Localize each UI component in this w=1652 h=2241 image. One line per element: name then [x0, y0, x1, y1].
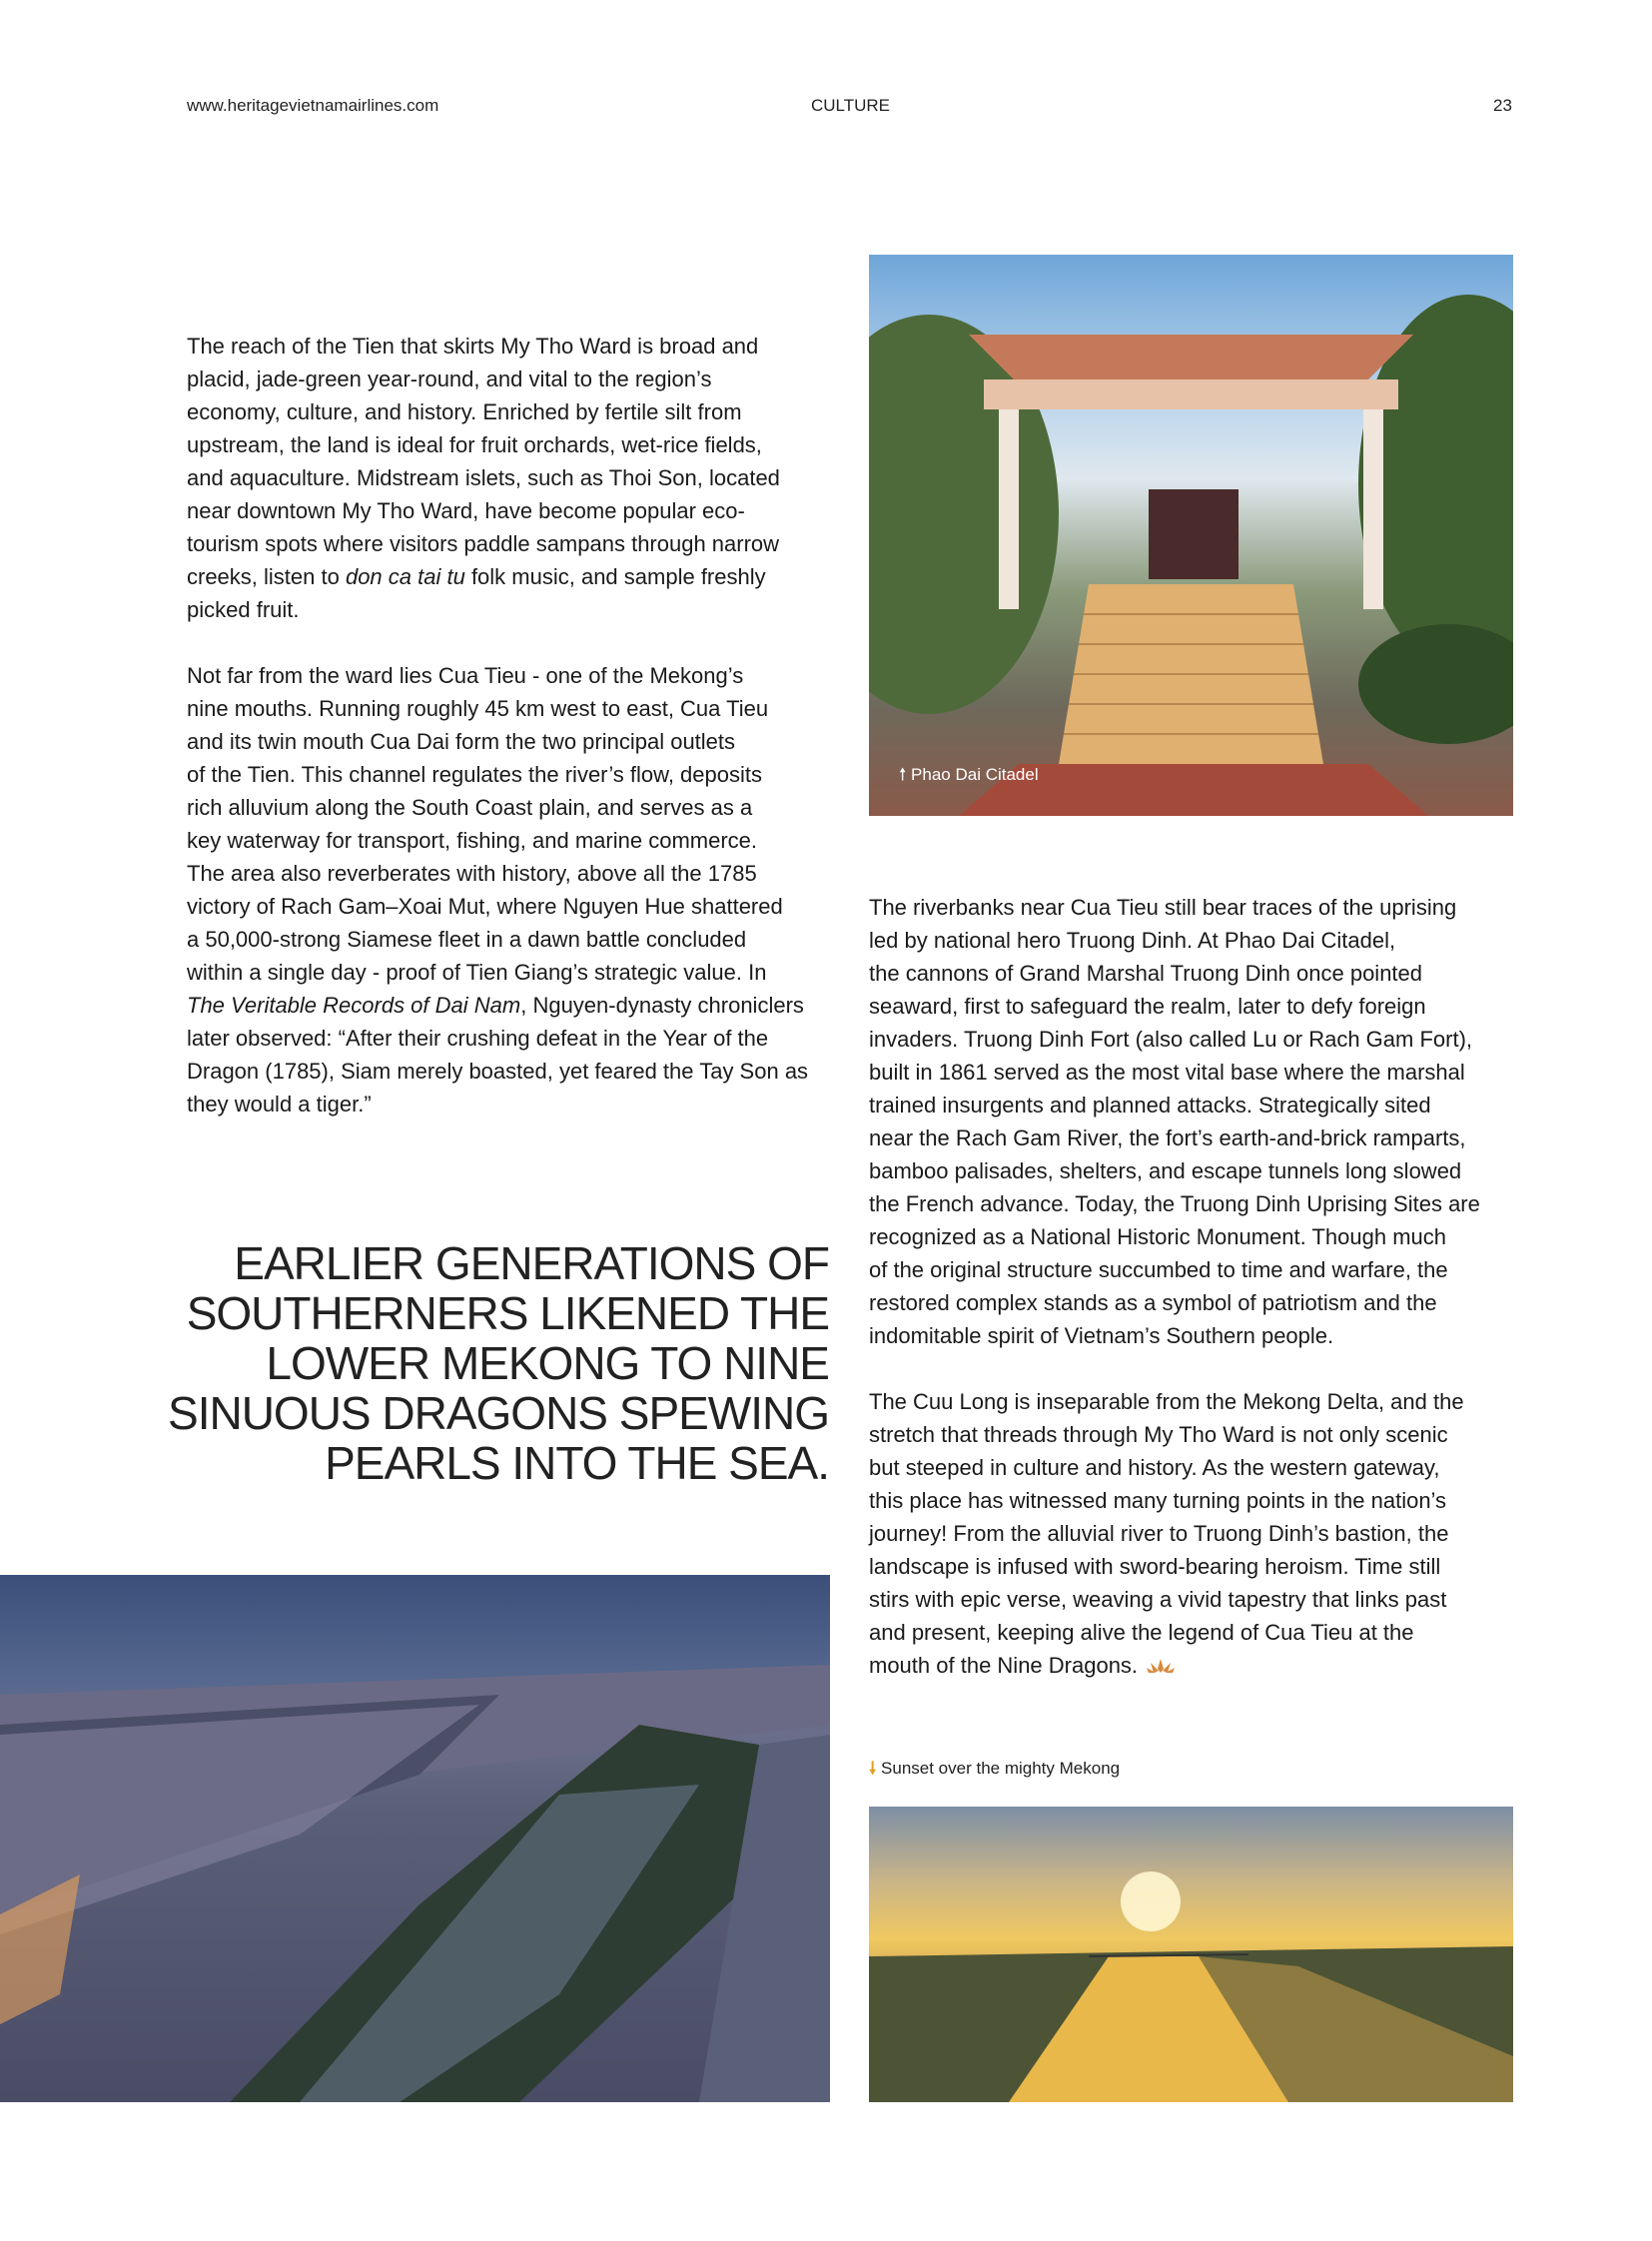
line-text: The reach of the Tien that skirts My Tho Ward is broad and [187, 334, 759, 359]
line-text: restored complex stands as a symbol of patriotism and the [869, 1290, 1437, 1315]
photo-sunset-mekong [869, 1807, 1513, 2102]
text-line [869, 1056, 1480, 1089]
paragraph [869, 891, 1480, 1352]
paragraph-gap [187, 626, 808, 659]
text-line [187, 593, 808, 626]
text-line [187, 461, 808, 494]
header-page-number: 23 [1493, 96, 1512, 115]
line-text: later observed: “After their crushing defeat in the Year of the [187, 1026, 769, 1051]
text-line [187, 1022, 808, 1055]
arrow-down-icon: 🠗 [869, 1759, 877, 1778]
line-text: the French advance. Today, the Truong Dinh Uprising Sites are [869, 1191, 1480, 1216]
text-line [869, 1550, 1480, 1583]
line-text: stirs with epic verse, weaving a vivid tapestry that links past [869, 1587, 1447, 1612]
text-line [869, 1121, 1480, 1154]
text-line [869, 1484, 1480, 1517]
line-text: The area also reverberates with history, above all the 1785 [187, 861, 757, 886]
text-line [869, 1253, 1480, 1286]
line-text: invaders. Truong Dinh Fort (also called Lu or Rach Gam Fort), [869, 1027, 1473, 1052]
photo-aerial-mekong-dusk [0, 1575, 830, 2102]
line-text: creeks, listen to [187, 564, 346, 589]
text-line [869, 1154, 1480, 1187]
text-line [869, 1616, 1480, 1649]
text-line [869, 1286, 1480, 1319]
text-line [869, 1220, 1480, 1253]
line-text: victory of Rach Gam–Xoai Mut, where Nguyen Hue shattered [187, 894, 783, 919]
sunset-illustration [869, 1807, 1513, 2102]
text-line [869, 891, 1480, 924]
text-line [187, 692, 808, 725]
text-line [869, 1089, 1480, 1121]
line-text: tourism spots where visitors paddle sampans through narrow [187, 531, 780, 556]
text-line [869, 1649, 1480, 1682]
text-line [187, 791, 808, 824]
line-text: landscape is infused with sword-bearing heroism. Time still [869, 1554, 1441, 1579]
line-text: within a single day - proof of Tien Giang’s strategic value. In [187, 960, 767, 985]
pull-quote-line: EARLIER GENERATIONS OF [234, 1237, 829, 1289]
line-text: The riverbanks near Cua Tieu still bear traces of the uprising [869, 895, 1457, 920]
line-text: The Cuu Long is inseparable from the Mekong Delta, and the [869, 1389, 1464, 1414]
line-text: of the Tien. This channel regulates the river’s flow, deposits [187, 762, 762, 787]
line-text: and aquaculture. Midstream islets, such as Thoi Son, located [187, 465, 780, 490]
line-text: , Nguyen-dynasty chroniclers [520, 993, 804, 1018]
text-line [869, 1418, 1480, 1451]
line-text: indomitable spirit of Vietnam’s Southern people. [869, 1323, 1334, 1348]
line-text: key waterway for transport, fishing, and marine commerce. [187, 828, 758, 853]
header-website: www.heritagevietnamairlines.com [187, 96, 439, 115]
line-text: the cannons of Grand Marshal Truong Dinh once pointed [869, 961, 1423, 986]
paragraph [187, 659, 808, 1120]
line-text: a 50,000-strong Siamese fleet in a dawn battle concluded [187, 927, 747, 952]
text-line [187, 758, 808, 791]
text-line [187, 989, 808, 1022]
line-text: bamboo palisades, shelters, and escape tunnels long slowed [869, 1158, 1462, 1183]
paragraph [869, 1385, 1480, 1682]
text-line [187, 363, 808, 395]
line-text: folk music, and sample freshly [464, 564, 766, 589]
pull-quote-line: SINUOUS DRAGONS SPEWING [168, 1387, 829, 1439]
aerial-illustration [0, 1575, 830, 2102]
caption-sunset-text: Sunset over the mighty Mekong [881, 1759, 1121, 1778]
caption-sunset [869, 1756, 1120, 1785]
line-text: and its twin mouth Cua Dai form the two principal outlets [187, 729, 736, 754]
lotus-end-mark-icon [1138, 1653, 1176, 1678]
pull-quote-line: LOWER MEKONG TO NINE [266, 1337, 829, 1389]
line-text: but steeped in culture and history. As the western gateway, [869, 1455, 1440, 1480]
text-line [187, 956, 808, 989]
text-line [187, 395, 808, 428]
pull-quote [160, 1238, 829, 1488]
line-text: near the Rach Gam River, the fort’s earth-and-brick ramparts, [869, 1125, 1466, 1150]
line-text: this place has witnessed many turning points in the nation’s [869, 1488, 1447, 1513]
line-text: placid, jade-green year-round, and vital to the region’s [187, 367, 712, 391]
text-line [869, 1319, 1480, 1352]
line-text: journey! From the alluvial river to Truong Dinh’s bastion, the [869, 1521, 1449, 1546]
line-text: picked fruit. [187, 597, 300, 622]
line-text: built in 1861 served as the most vital base where the marshal [869, 1060, 1465, 1085]
line-text: recognized as a National Historic Monument. Though much [869, 1224, 1447, 1249]
arrow-up-icon: 🠕 [899, 765, 907, 784]
line-text: they would a tiger.” [187, 1092, 372, 1117]
text-line [187, 824, 808, 857]
text-line [869, 924, 1480, 957]
paragraph-gap [869, 1352, 1480, 1385]
text-line [869, 1583, 1480, 1616]
text-line [869, 990, 1480, 1023]
citadel-illustration [869, 255, 1513, 816]
right-article-column [869, 891, 1480, 1682]
text-line [869, 1517, 1480, 1550]
text-line [187, 923, 808, 956]
line-text: near downtown My Tho Ward, have become popular eco- [187, 498, 745, 523]
photo-phao-dai-citadel [869, 255, 1513, 816]
text-line [187, 890, 808, 923]
text-line [187, 857, 808, 890]
header-section: CULTURE [811, 96, 891, 115]
line-text: trained insurgents and planned attacks. Strategically sited [869, 1093, 1431, 1118]
text-line [187, 428, 808, 461]
text-line [869, 1385, 1480, 1418]
line-text: nine mouths. Running roughly 45 km west to east, Cua Tieu [187, 696, 769, 721]
line-text: mouth of the Nine Dragons. [869, 1653, 1139, 1678]
line-text: Not far from the ward lies Cua Tieu - one of the Mekong’s [187, 663, 744, 688]
text-line [187, 1055, 808, 1088]
text-line [869, 1023, 1480, 1056]
pull-quote-line: SOUTHERNERS LIKENED THE [186, 1287, 829, 1339]
text-line [187, 527, 808, 560]
paragraph [187, 330, 808, 626]
italic-title: The Veritable Records of Dai Nam [187, 993, 521, 1018]
text-line [187, 725, 808, 758]
text-line [187, 659, 808, 692]
line-text: seaward, first to safeguard the realm, later to defy foreign [869, 994, 1426, 1019]
line-text: Dragon (1785), Siam merely boasted, yet feared the Tay Son as [187, 1059, 809, 1084]
text-line [869, 1187, 1480, 1220]
text-line [869, 1451, 1480, 1484]
text-line [187, 330, 808, 363]
line-text: led by national hero Truong Dinh. At Phao Dai Citadel, [869, 928, 1396, 953]
line-text: economy, culture, and history. Enriched by fertile silt from [187, 399, 742, 424]
text-line [869, 957, 1480, 990]
left-article-column [187, 330, 808, 1120]
italic-title: don ca tai tu [345, 564, 465, 589]
text-line [187, 560, 808, 593]
line-text: rich alluvium along the South Coast plain, and serves as a [187, 795, 753, 820]
text-line [187, 494, 808, 527]
line-text: and present, keeping alive the legend of Cua Tieu at the [869, 1620, 1414, 1645]
text-line [187, 1088, 808, 1120]
line-text: stretch that threads through My Tho Ward is not only scenic [869, 1422, 1448, 1447]
caption-citadel [899, 762, 1039, 791]
line-text: upstream, the land is ideal for fruit orchards, wet-rice fields, [187, 432, 762, 457]
pull-quote-line: PEARLS INTO THE SEA. [325, 1437, 829, 1489]
caption-citadel-text: Phao Dai Citadel [911, 765, 1039, 784]
line-text: of the original structure succumbed to time and warfare, the [869, 1257, 1448, 1282]
